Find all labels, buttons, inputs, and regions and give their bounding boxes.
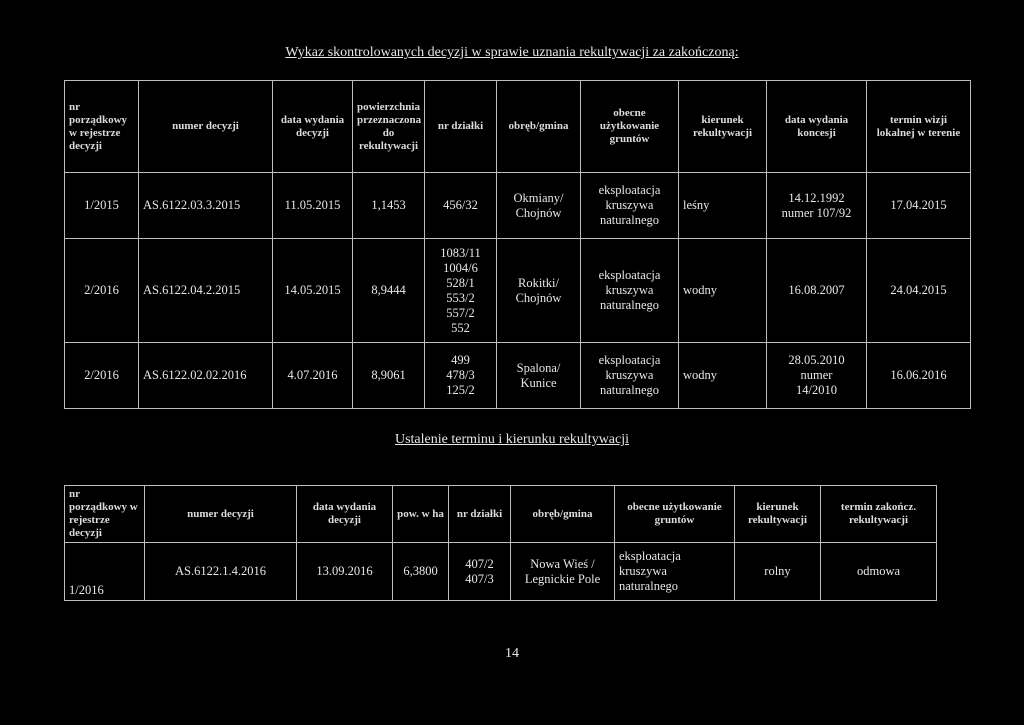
cell-numer-decyzji: AS.6122.04.2.2015: [139, 239, 273, 343]
cell-numer-decyzji: AS.6122.02.02.2016: [139, 343, 273, 409]
cell-kierunek: leśny: [679, 173, 767, 239]
cell-pow-ha: 6,3800: [393, 543, 449, 601]
cell-nr-dzialki: 407/2 407/3: [449, 543, 511, 601]
col-header-numer-decyzji: numer decyzji: [139, 81, 273, 173]
cell-uzytkowanie: eksploatacja kruszywa naturalnego: [615, 543, 735, 601]
cell-data-koncesji: 28.05.2010 numer 14/2010: [767, 343, 867, 409]
cell-data-wydania: 4.07.2016: [273, 343, 353, 409]
cell-termin-wizji: 17.04.2015: [867, 173, 971, 239]
cell-uzytkowanie: eksploatacja kruszywa naturalnego: [581, 239, 679, 343]
reclamation-schedule-table: [64, 485, 937, 601]
cell-nr-dzialki: 456/32: [425, 173, 497, 239]
decisions-table: [64, 80, 971, 409]
col-header-nr: nr porządkowy w rejestrze decyzji: [65, 81, 139, 173]
col-header-data-wydania: data wydania decyzji: [273, 81, 353, 173]
cell-uzytkowanie: eksploatacja kruszywa naturalnego: [581, 343, 679, 409]
cell-kierunek: rolny: [735, 543, 821, 601]
col-header-nr-dzialki: nr działki: [449, 486, 511, 543]
cell-data-wydania: 14.05.2015: [273, 239, 353, 343]
cell-powierzchnia: 8,9061: [353, 343, 425, 409]
cell-numer-decyzji: AS.6122.03.3.2015: [139, 173, 273, 239]
cell-nr: 1/2015: [65, 173, 139, 239]
col-header-data-koncesji: data wydania koncesji: [767, 81, 867, 173]
cell-obreb-gmina: Rokitki/ Chojnów: [497, 239, 581, 343]
col-header-uzytkowanie: obecne użytkowanie gruntów: [615, 486, 735, 543]
cell-data-wydania: 13.09.2016: [297, 543, 393, 601]
table-header-row: [65, 81, 971, 173]
col-header-data-wydania: data wydania decyzji: [297, 486, 393, 543]
cell-kierunek: wodny: [679, 239, 767, 343]
cell-obreb-gmina: Nowa Wieś / Legnickie Pole: [511, 543, 615, 601]
cell-nr-dzialki: 1083/11 1004/6 528/1 553/2 557/2 552: [425, 239, 497, 343]
col-header-nr: nr porządkowy w rejestrze decyzji: [65, 486, 145, 543]
cell-numer-decyzji: AS.6122.1.4.2016: [145, 543, 297, 601]
table-row: [65, 343, 971, 409]
col-header-numer-decyzji: numer decyzji: [145, 486, 297, 543]
table-row: [65, 173, 971, 239]
page-number: 14: [505, 646, 519, 661]
cell-powierzchnia: 8,9444: [353, 239, 425, 343]
col-header-termin-wizji: termin wizji lokalnej w terenie: [867, 81, 971, 173]
cell-nr: 2/2016: [65, 343, 139, 409]
col-header-nr-dzialki: nr działki: [425, 81, 497, 173]
col-header-powierzchnia: powierzchnia przeznaczona do rekultywacji: [353, 81, 425, 173]
section-subtitle: Ustalenie terminu i kierunku rekultywacji: [394, 432, 630, 447]
cell-obreb-gmina: Okmiany/ Chojnów: [497, 173, 581, 239]
col-header-pow-ha: pow. w ha: [393, 486, 449, 543]
col-header-termin-zakonczenia: termin zakończ. rekultywacji: [821, 486, 937, 543]
cell-termin-wizji: 24.04.2015: [867, 239, 971, 343]
cell-obreb-gmina: Spalona/ Kunice: [497, 343, 581, 409]
table-row: [65, 543, 937, 601]
col-header-kierunek: kierunek rekultywacji: [679, 81, 767, 173]
cell-nr-dzialki: 499 478/3 125/2: [425, 343, 497, 409]
cell-data-wydania: 11.05.2015: [273, 173, 353, 239]
table-row: [65, 239, 971, 343]
cell-powierzchnia: 1,1453: [353, 173, 425, 239]
cell-uzytkowanie: eksploatacja kruszywa naturalnego: [581, 173, 679, 239]
col-header-obreb-gmina: obręb/gmina: [497, 81, 581, 173]
cell-termin-wizji: 16.06.2016: [867, 343, 971, 409]
cell-nr: 2/2016: [65, 239, 139, 343]
table-header-row: [65, 486, 937, 543]
col-header-obreb-gmina: obręb/gmina: [511, 486, 615, 543]
col-header-kierunek: kierunek rekultywacji: [735, 486, 821, 543]
col-header-uzytkowanie: obecne użytkowanie gruntów: [581, 81, 679, 173]
cell-nr: 1/2016: [65, 543, 145, 601]
document-title: Wykaz skontrolowanych decyzji w sprawie uznania rekultywacji za zakończoną:: [285, 45, 739, 60]
cell-data-koncesji: 14.12.1992 numer 107/92: [767, 173, 867, 239]
cell-data-koncesji: 16.08.2007: [767, 239, 867, 343]
cell-kierunek: wodny: [679, 343, 767, 409]
cell-termin-zakonczenia: odmowa: [821, 543, 937, 601]
